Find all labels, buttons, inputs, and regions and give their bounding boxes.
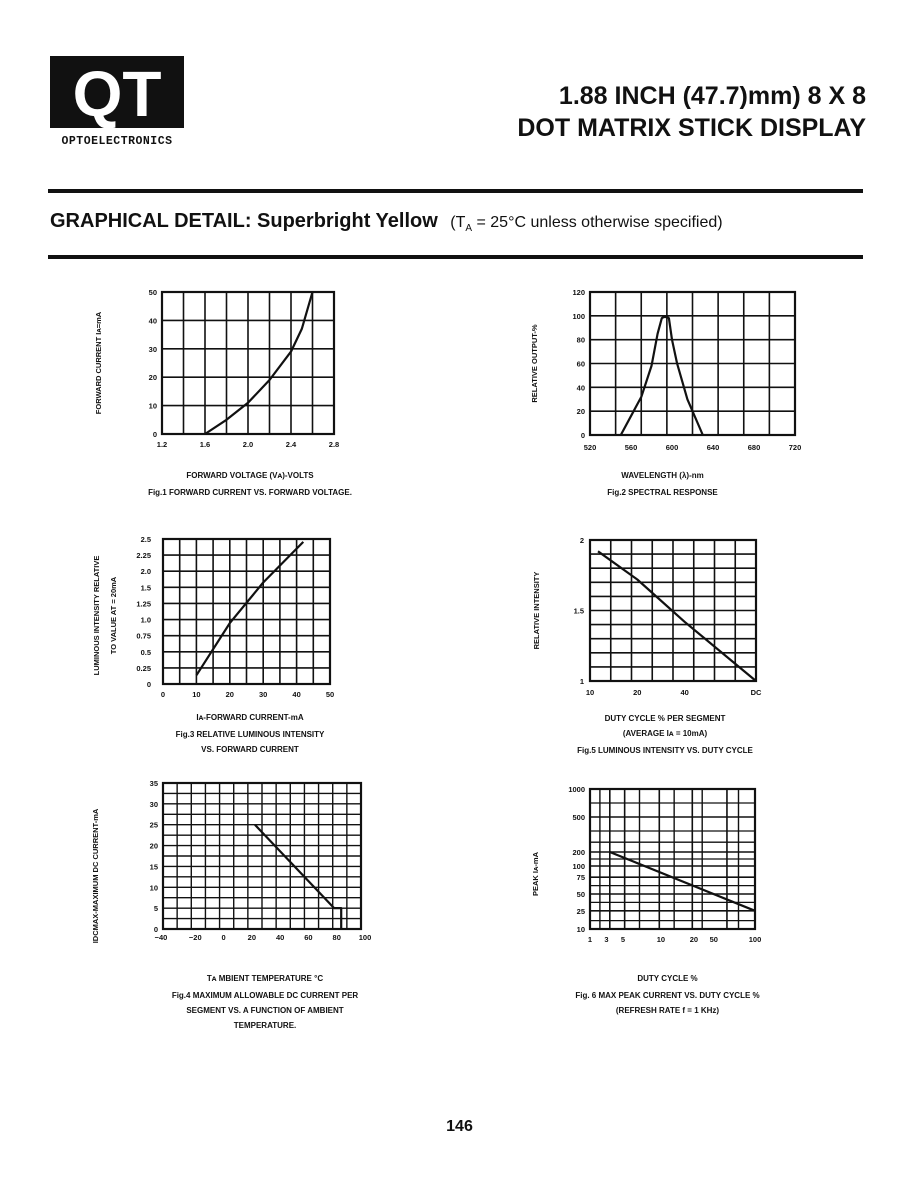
logo-sub: OPTOELECTRONICS	[61, 135, 173, 148]
y-tick-label: 1.0	[140, 615, 151, 625]
y-tick-label: 0	[152, 430, 157, 439]
x-tick-label: 2.0	[242, 440, 254, 449]
x-tick-label: 100	[358, 933, 372, 942]
y-tick-label: 1	[579, 677, 584, 686]
fig3-series-line	[196, 542, 303, 675]
y-tick-label: 1.5	[140, 583, 151, 593]
note-rest: = 25°C unless otherwise specified)	[472, 214, 723, 231]
x-tick-label: 100	[748, 935, 762, 944]
y-tick-label: 0	[146, 680, 151, 689]
caption-fig2	[540, 468, 785, 500]
y-tick-label: 30	[148, 344, 157, 354]
y-tick-label: 10	[149, 883, 158, 893]
page-number: 146	[446, 1118, 473, 1135]
x-axis-label: Tᴀ MBIENT TEMPERATURE °C	[206, 974, 324, 983]
x-tick-label: 720	[788, 443, 802, 452]
y-axis-label: FORWARD CURRENT Iᴀ=mA	[94, 311, 103, 415]
x-tick-label: 40	[680, 688, 689, 697]
caption-line: Fig.3 RELATIVE LUMINOUS INTENSITY	[175, 730, 325, 739]
fig6-series-line	[610, 852, 755, 911]
y-tick-label: 20	[576, 407, 585, 417]
x-tick-label: 520	[583, 443, 597, 452]
y-tick-label: 5	[153, 904, 158, 914]
caption-line: VS. FORWARD CURRENT	[201, 745, 299, 754]
x-tick-label: 30	[259, 690, 268, 699]
caption-line: (REFRESH RATE f = 1 KHz)	[615, 1006, 720, 1015]
fig3-frame	[163, 539, 330, 684]
y-tick-label: 40	[148, 316, 157, 326]
y-tick-label: 2	[579, 536, 584, 545]
fig2-frame	[590, 292, 795, 435]
y-axis-label: RELATIVE INTENSITY	[532, 571, 541, 650]
fig2-series-line	[621, 317, 703, 435]
y-tick-label: 25	[576, 906, 585, 916]
caption-line: Fig. 6 MAX PEAK CURRENT VS. DUTY CYCLE %	[575, 991, 760, 1000]
fig1-frame	[162, 292, 334, 434]
y-axis-label: PEAK Iᴀ-mA	[531, 851, 540, 897]
y-tick-label: 2.25	[136, 551, 151, 561]
x-axis-label: DUTY CYCLE % PER SEGMENT	[604, 714, 726, 723]
y-axis-label: IDCMAX-MAXIMUM DC CURRENT-mA	[91, 808, 100, 944]
y-tick-label: 2.5	[140, 535, 151, 544]
y-tick-label: 120	[572, 288, 585, 297]
x-tick-label: 40	[275, 933, 285, 942]
x-tick-label: 20	[633, 688, 642, 697]
fig5-frame	[590, 540, 756, 681]
fig4-series-line	[255, 825, 341, 929]
y-tick-label: 1000	[568, 785, 585, 794]
y-tick-label: 25	[149, 820, 158, 830]
x-tick-label: 2.4	[285, 440, 297, 449]
qt-logo	[50, 56, 184, 150]
x-tick-label: 1.6	[199, 440, 211, 449]
x-axis-label: DUTY CYCLE %	[637, 974, 698, 983]
caption-fig4	[100, 971, 430, 1033]
y-tick-label: 35	[149, 779, 158, 788]
x-tick-label: 10	[585, 688, 595, 697]
x-tick-label: 600	[665, 443, 679, 452]
y-tick-label: 75	[576, 873, 585, 883]
y-tick-label: 60	[576, 359, 585, 369]
x-tick-label: −40	[154, 933, 168, 942]
x-axis-label: WAVELENGTH (λ)-nm	[621, 471, 704, 480]
fig4-frame	[163, 783, 361, 929]
section-main: GRAPHICAL DETAIL: Superbright Yellow	[50, 210, 438, 232]
y-tick-label: 10	[576, 925, 585, 934]
y-tick-label: 20	[148, 373, 157, 383]
caption-line: SEGMENT VS. A FUNCTION OF AMBIENT	[186, 1006, 344, 1015]
x-tick-label: 10	[656, 935, 666, 944]
y-tick-label: 15	[149, 862, 158, 872]
x-tick-label: 20	[247, 933, 257, 942]
section-heading	[50, 210, 723, 234]
y-tick-label: 20	[149, 841, 158, 851]
x-tick-label: 10	[192, 690, 201, 699]
caption-line: Fig.2 SPECTRAL RESPONSE	[607, 488, 718, 497]
y-tick-label: 10	[148, 401, 157, 411]
y-tick-label: 30	[149, 799, 158, 809]
x-tick-label: DC	[750, 688, 762, 697]
x-tick-label: 60	[304, 933, 313, 942]
logo-letters: QT	[72, 58, 162, 130]
y-tick-label: 100	[572, 862, 585, 871]
note-open: (T	[450, 214, 466, 231]
x-tick-label: 50	[709, 935, 718, 944]
x-tick-label: 560	[624, 443, 638, 452]
note-sub: A	[465, 223, 473, 235]
top-rule	[48, 189, 863, 193]
y-tick-label: 1.25	[136, 599, 151, 609]
x-tick-label: 80	[332, 933, 341, 942]
caption-fig6	[510, 971, 825, 1018]
x-tick-label: 640	[706, 443, 720, 452]
y-tick-label: 500	[572, 813, 585, 822]
x-tick-label: 20	[689, 935, 699, 944]
x-tick-label: 2.8	[328, 440, 340, 449]
x-tick-label: 680	[747, 443, 761, 452]
y-tick-label: 0.75	[136, 631, 151, 641]
page-title	[430, 80, 866, 144]
x-axis-label: (AVERAGE Iᴀ = 10mA)	[622, 729, 708, 738]
y-tick-label: 0.25	[136, 663, 151, 673]
y-axis-label: RELATIVE OUTPUT-%	[530, 324, 539, 403]
mid-rule	[48, 255, 863, 259]
section-note	[450, 214, 723, 235]
caption-fig1	[100, 468, 400, 500]
x-tick-label: 50	[325, 690, 335, 699]
fig1-series-line	[205, 292, 313, 434]
x-axis-label: Iᴀ-FORWARD CURRENT-mA	[196, 713, 304, 722]
caption-fig5	[510, 711, 820, 758]
y-tick-label: 0	[580, 431, 585, 440]
y-tick-label: 1.5	[573, 606, 584, 616]
caption-line: Fig.5 LUMINOUS INTENSITY VS. DUTY CYCLE	[577, 746, 753, 755]
y-axis-label: TO VALUE AT = 20mA	[109, 576, 118, 655]
x-tick-label: 0	[221, 933, 226, 942]
x-tick-label: 1	[587, 935, 593, 944]
x-axis-label: FORWARD VOLTAGE (Vᴀ)-VOLTS	[186, 471, 314, 480]
x-tick-label: 0	[160, 690, 166, 699]
title-line1: 1.88 INCH (47.7)mm) 8 X 8	[558, 82, 866, 110]
fig5-series-line	[598, 551, 756, 681]
caption-line: Fig.1 FORWARD CURRENT VS. FORWARD VOLTAGE.	[148, 488, 352, 497]
y-tick-label: 50	[576, 890, 585, 899]
y-tick-label: 40	[576, 383, 585, 393]
x-tick-label: −20	[188, 933, 202, 942]
x-tick-label: 3	[604, 935, 609, 944]
x-tick-label: 5	[620, 935, 626, 944]
title-line2: DOT MATRIX STICK DISPLAY	[517, 114, 866, 142]
fig6-frame	[590, 789, 755, 929]
caption-line: TEMPERATURE.	[233, 1021, 297, 1030]
y-tick-label: 2.0	[140, 567, 151, 577]
x-tick-label: 20	[225, 690, 234, 699]
y-axis-label: LUMINOUS INTENSITY RELATIVE	[92, 555, 101, 676]
caption-line: Fig.4 MAXIMUM ALLOWABLE DC CURRENT PER	[171, 991, 359, 1000]
x-tick-label: 40	[292, 690, 301, 699]
x-tick-label: 1.2	[156, 440, 168, 449]
y-tick-label: 0.5	[140, 647, 151, 657]
caption-fig3	[100, 710, 400, 757]
y-tick-label: 50	[148, 288, 157, 297]
y-tick-label: 0	[153, 925, 158, 934]
y-tick-label: 200	[572, 848, 585, 857]
y-tick-label: 100	[572, 311, 585, 321]
y-tick-label: 80	[576, 335, 585, 345]
